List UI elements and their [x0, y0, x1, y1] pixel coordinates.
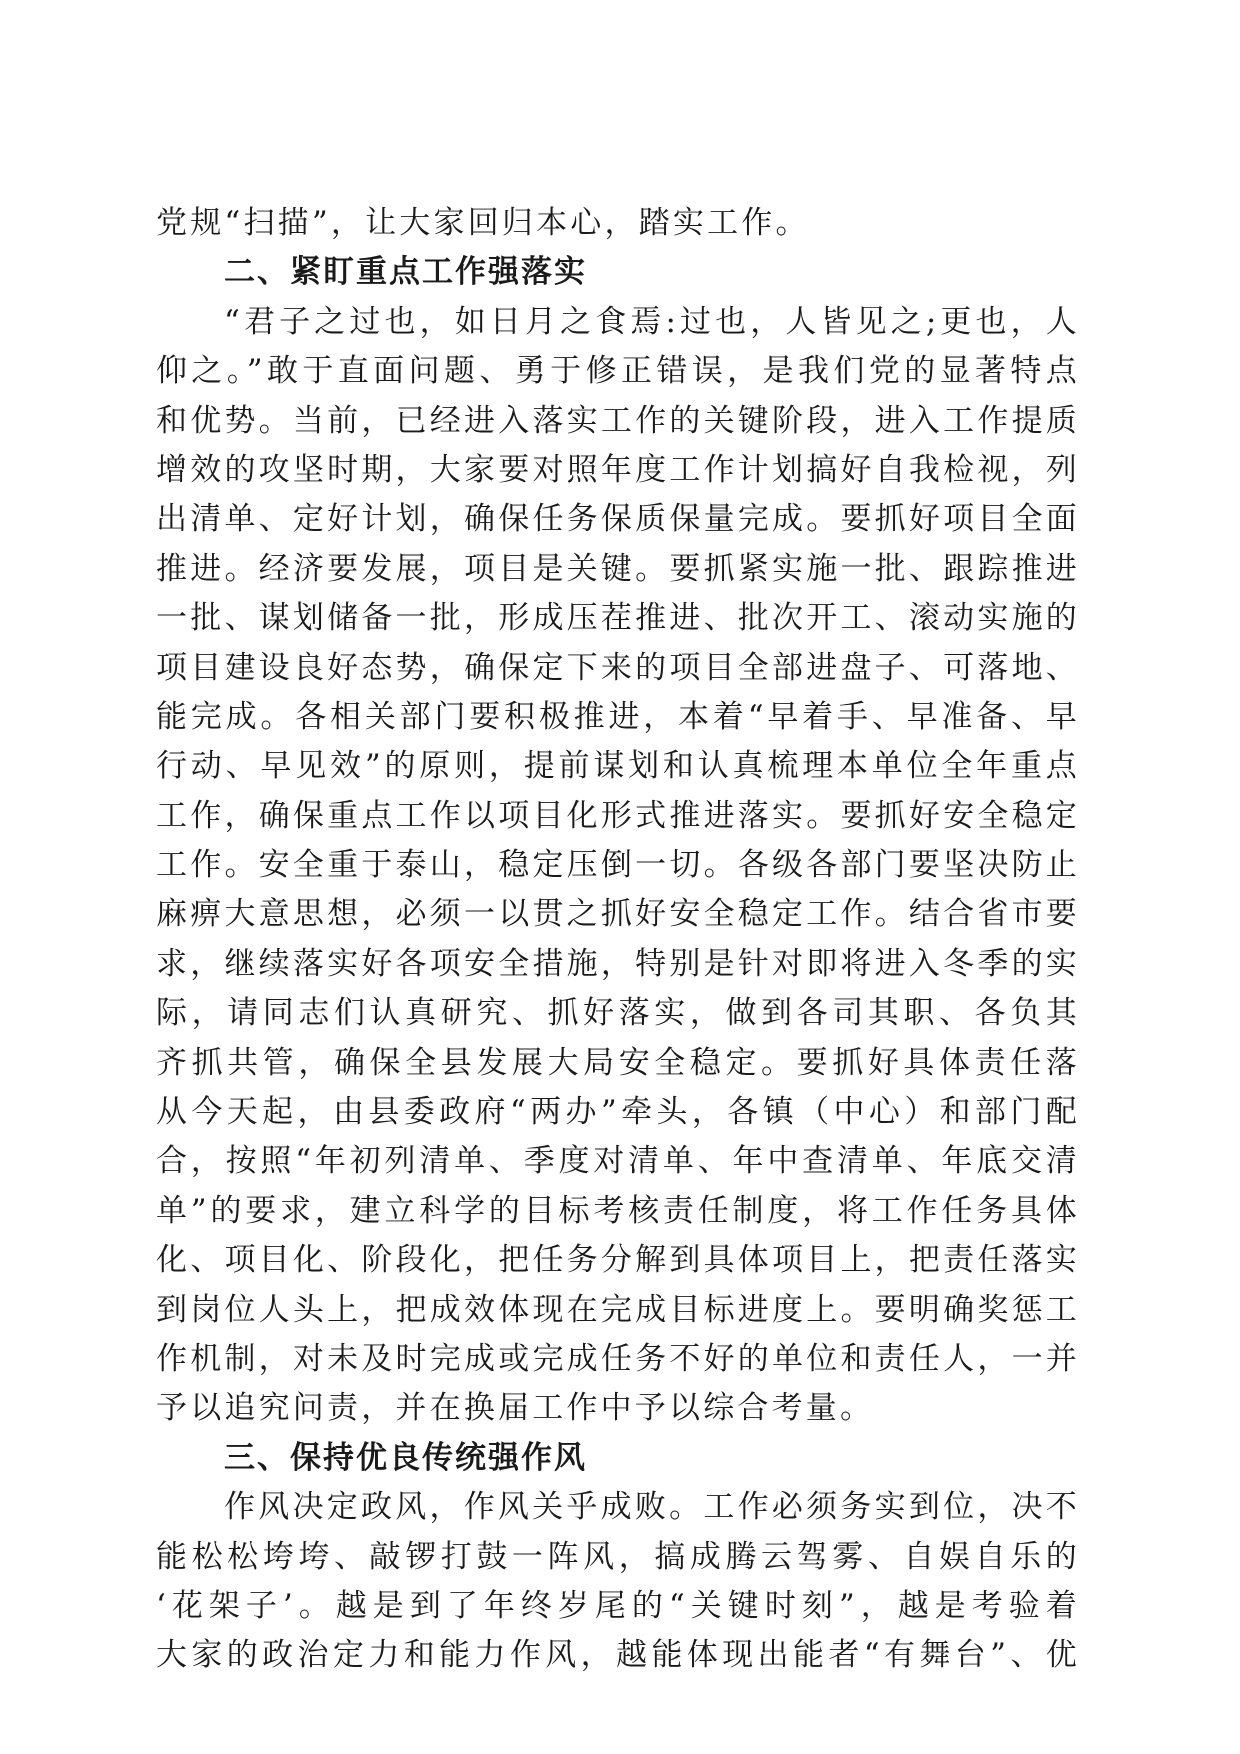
paragraph-first-line: “君子之过也，如日月之食焉:过也，人皆见之;更也，人 [224, 303, 1080, 340]
body-line: 工作。安全重于泰山，稳定压倒一切。各级各部门要坚决防止 [156, 847, 1080, 884]
body-line: 能完成。各相关部门要积极推进，本着“早着手、早准备、早 [156, 698, 1080, 735]
body-line: 推进。经济要发展，项目是关键。要抓紧实施一批、跟踪推进 [156, 550, 1080, 587]
section-heading: 二、紧盯重点工作强落实 [224, 254, 587, 291]
body-line: 仰之。”敢于直面问题、勇于修正错误，是我们党的显著特点 [156, 353, 1080, 390]
body-line: 能松松垮垮、敲锣打鼓一阵风，搞成腾云驾雾、自娱自乐的 [156, 1538, 1080, 1575]
body-line: 际，请同志们认真研究、抓好落实，做到各司其职、各负其 [156, 995, 1080, 1032]
body-line: 求，继续落实好各项安全措施，特别是针对即将进入冬季的实 [156, 945, 1080, 982]
body-line: 和优势。当前，已经进入落实工作的关键阶段，进入工作提质 [156, 402, 1080, 439]
document-body [156, 199, 1080, 1681]
body-line: 合，按照“年初列清单、季度对清单、年中查清单、年底交清 [156, 1143, 1080, 1180]
body-line: 作机制，对未及时完成或完成任务不好的单位和责任人，一并 [156, 1340, 1080, 1377]
body-line: 一批、谋划储备一批，形成压茬推进、批次开工、滚动实施的 [156, 600, 1080, 637]
body-line: 大家的政治定力和能力作风，越能体现出能者“有舞台”、优 [156, 1637, 1080, 1674]
body-line: 麻痹大意思想，必须一以贯之抓好安全稳定工作。结合省市要 [156, 896, 1080, 933]
section-heading: 三、保持优良传统强作风 [224, 1439, 587, 1476]
paragraph-last-line: 党规“扫描”，让大家回归本心，踏实工作。 [156, 205, 810, 241]
body-line: 项目建设良好态势，确保定下来的项目全部进盘子、可落地、 [156, 649, 1080, 686]
body-line: 增效的攻坚时期，大家要对照年度工作计划搞好自我检视，列 [156, 451, 1080, 488]
body-line: 齐抓共管，确保全县发展大局安全稳定。要抓好具体责任落 [156, 1044, 1080, 1081]
body-line: 行动、早见效”的原则，提前谋划和认真梳理本单位全年重点 [156, 748, 1080, 785]
body-line: 工作，确保重点工作以项目化形式推进落实。要抓好安全稳定 [156, 797, 1080, 834]
body-line: ‘花架子’。越是到了年终岁尾的“关键时刻”，越是考验着 [156, 1587, 1080, 1624]
body-line: 到岗位人头上，把成效体现在完成目标进度上。要明确奖惩工 [156, 1291, 1080, 1328]
body-line: 出清单、定好计划，确保任务保质保量完成。要抓好项目全面 [156, 501, 1080, 538]
body-line: 从今天起，由县委政府“两办”牵头，各镇（中心）和部门配 [156, 1094, 1080, 1131]
body-line: 单”的要求，建立科学的目标考核责任制度，将工作任务具体 [156, 1192, 1080, 1229]
paragraph-last-line: 予以追究问责，并在换届工作中予以综合考量。 [156, 1390, 875, 1427]
paragraph-first-line: 作风决定政风，作风关乎成败。工作必须务实到位，决不 [224, 1489, 1080, 1526]
body-line: 化、项目化、阶段化，把任务分解到具体项目上，把责任落实 [156, 1242, 1080, 1279]
